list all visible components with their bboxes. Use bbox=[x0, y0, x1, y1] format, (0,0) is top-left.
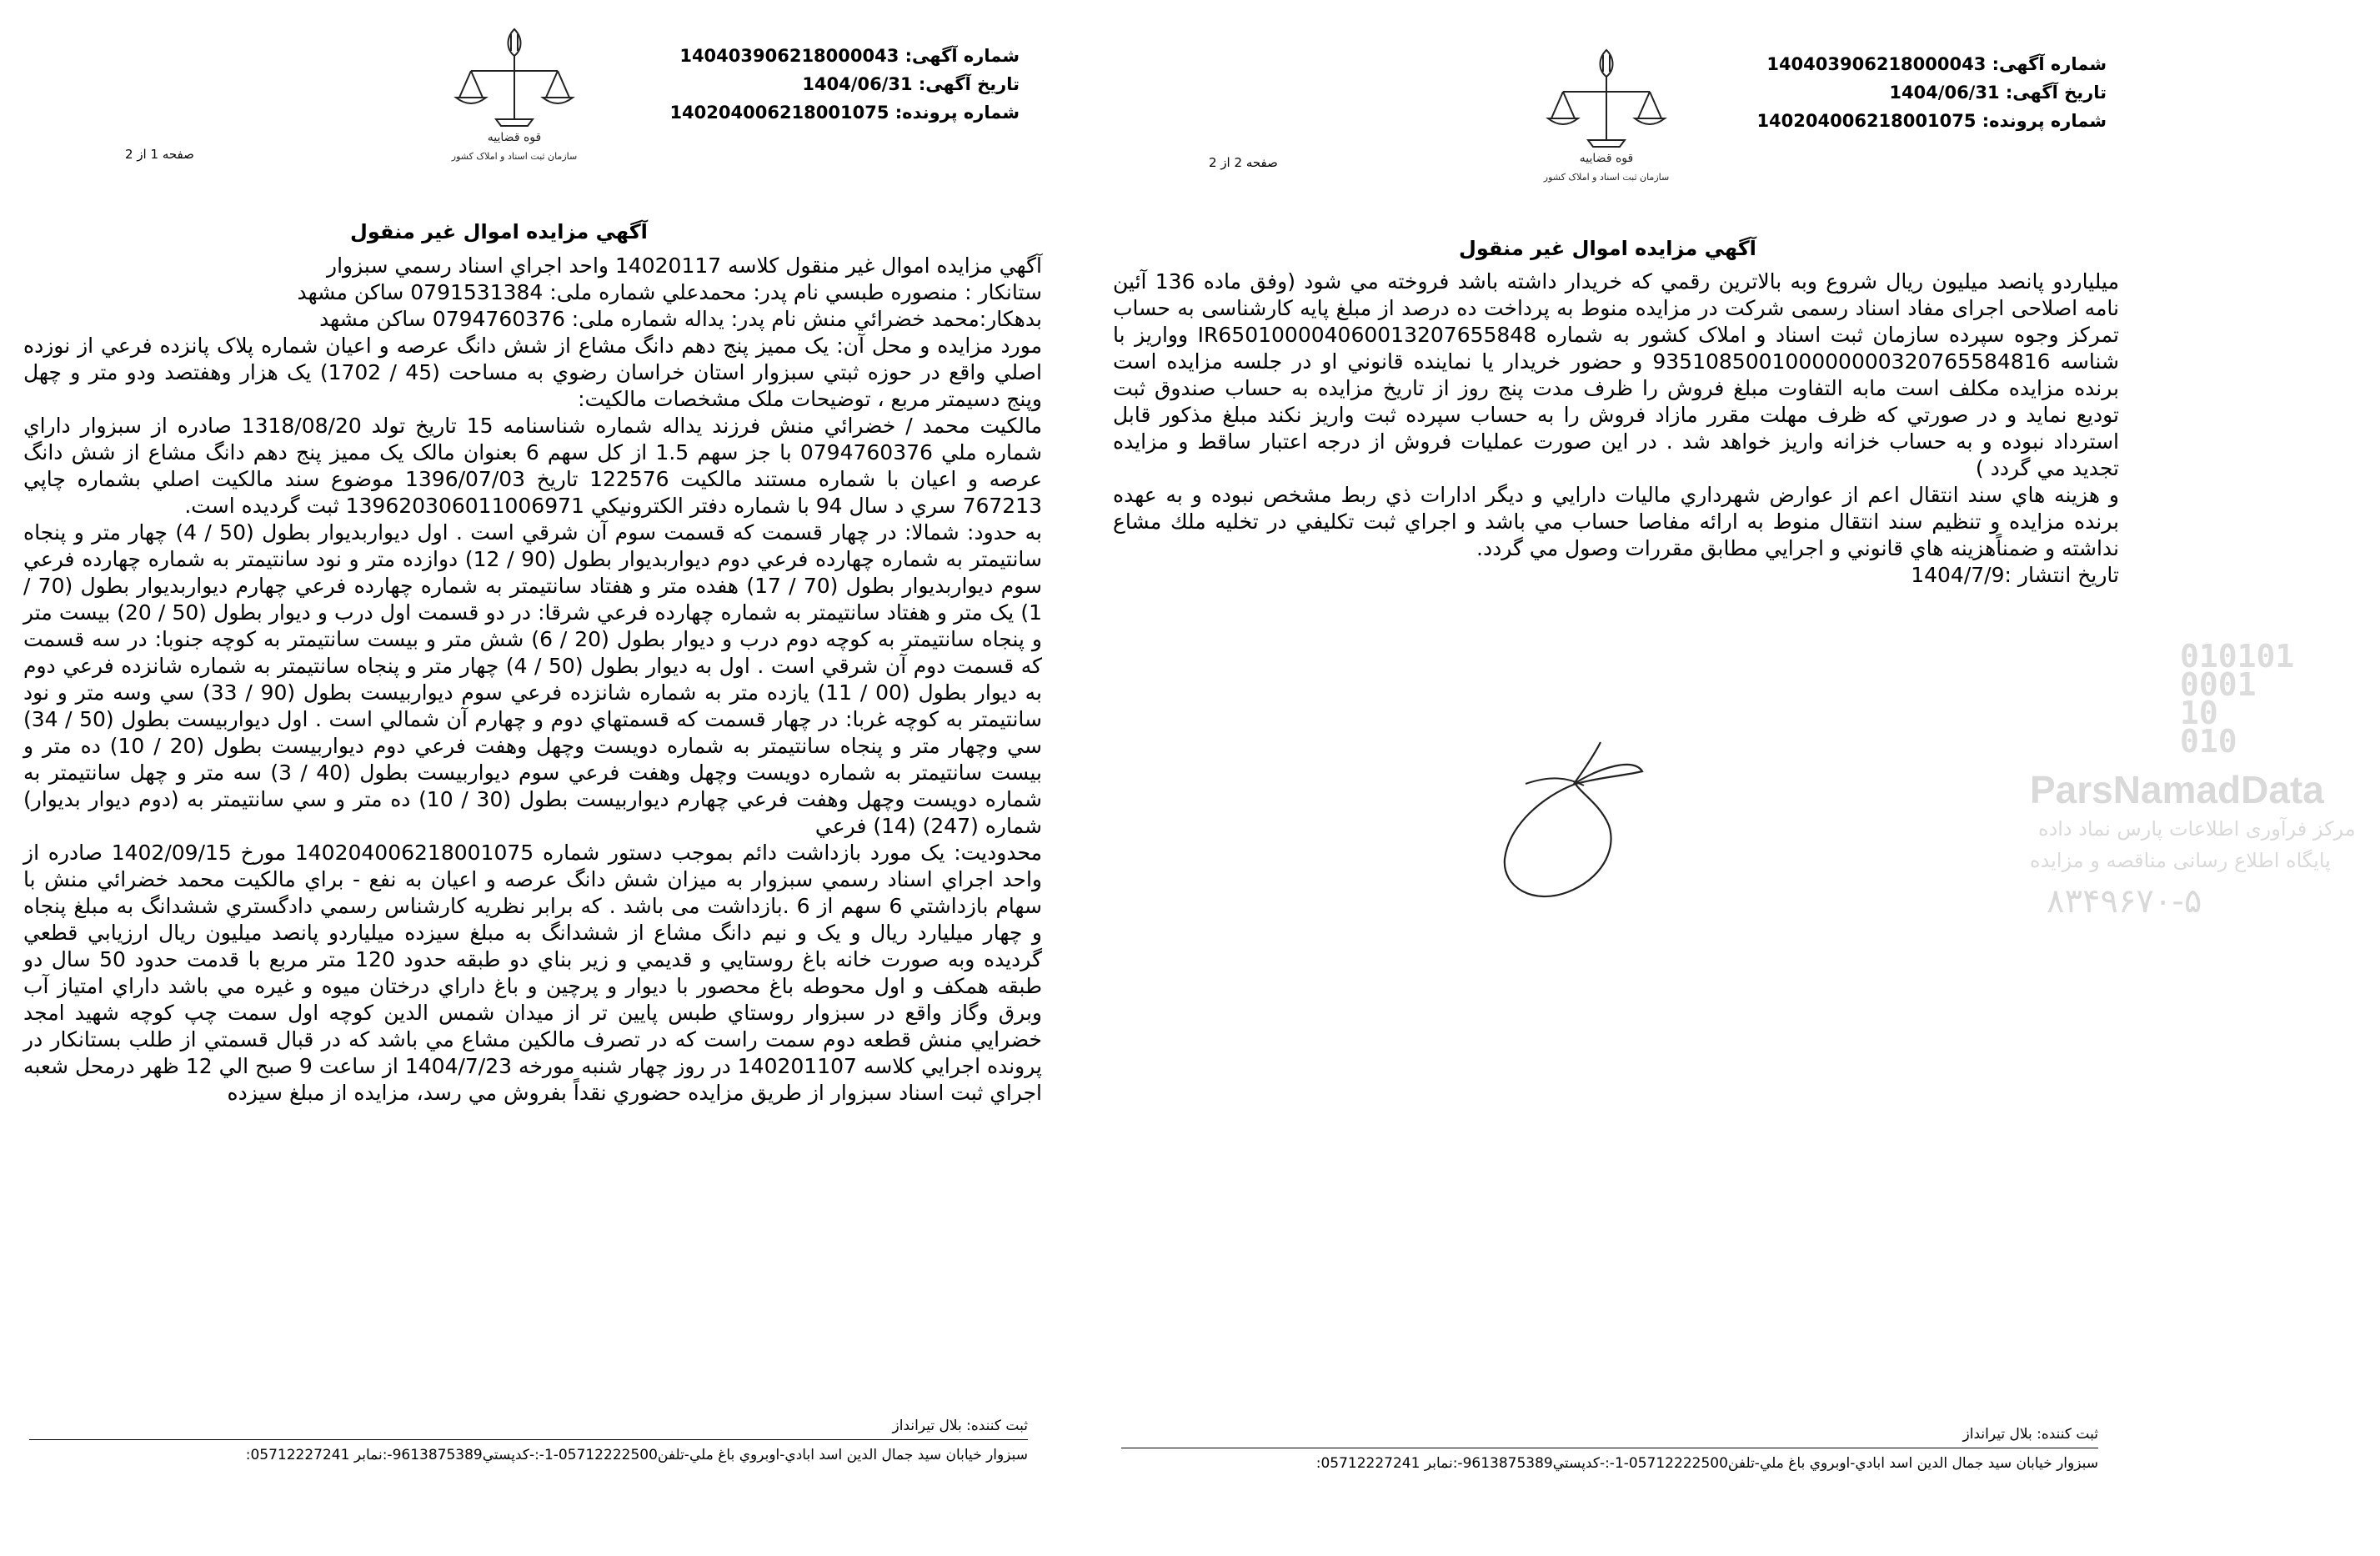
footer-divider bbox=[29, 1439, 1028, 1440]
emblem-org-name: قوه قضاییه bbox=[1579, 152, 1634, 165]
registrar: ثبت كننده: بلال تيرانداز bbox=[1962, 1426, 2098, 1443]
office-address: سبزوار خيابان سيد جمال الدين اسد ابادي-اوبروي باغ ملي-تلفن05712222500-1-:-كدپستي9613875389-:نمابر 05712227241: bbox=[245, 1447, 1028, 1463]
watermark-phone: ۸۳۴۹۶۷۰-۵ bbox=[2047, 882, 2202, 921]
page-label: صفحه 1 از 2 bbox=[125, 147, 194, 162]
page-footer bbox=[1121, 1426, 2098, 1472]
file-number: شماره پرونده: 140204006218001075 bbox=[669, 103, 1020, 123]
signature-icon bbox=[1476, 725, 1692, 917]
header-info bbox=[1756, 50, 2107, 135]
ad-number: شماره آگهی: 140403906218000043 bbox=[679, 46, 1020, 66]
watermark-brand: ParsNamadData bbox=[2030, 768, 2324, 811]
case-line: آگهي مزايده اموال غير منقول كلاسه 14020117 واحد اجراي اسناد رسمي سبزوار bbox=[327, 253, 1042, 278]
notice-body bbox=[23, 253, 1042, 1107]
creditor-line: ستانكار : منصوره طبسي نام پدر: محمدعلي شماره ملی: 0791531384 ساكن مشهد bbox=[297, 280, 1042, 304]
judiciary-emblem-icon bbox=[1538, 42, 1676, 192]
property-description: مورد مزايده و محل آن: يک مميز پنج دهم دانگ مشاع از شش دانگ عرصه و اعيان شماره پلاک پانزده فرعي از نوزده اصلي واقع در حوزه ثبتي سبزوار استان خراسان رضوي به مساحت (45 / 1702) يک هزار وهفتصد ودو متر و چهل وپنج دسيمتر مربع ، توضيحات ملک مشخصات مالكيت: bbox=[23, 334, 1042, 411]
watermark-line-1: مرکز فرآوری اطلاعات پارس نماد داده bbox=[2038, 817, 2356, 841]
page-footer bbox=[29, 1418, 1028, 1463]
publish-date: تاريخ انتشار :1404/7/9 bbox=[1911, 563, 2119, 587]
boundaries: به حدود: شمالا: در چهار قسمت كه قسمت سوم آن شرقي است . اول ديواربديوار بطول (50 / 4) چهار متر و پنجاه سانتيمتر به شماره چهارده فرعي دوم ديواربديوار بطول (90 / 12) دوازده متر و نود سانتيمتر به شماره چهارده فرعي سوم ديواربديوار بطول (70 / 17) هفده متر و هفتاد سانتيمتر به شماره چهارده فرعي چهارم ديواربديوار بطول (70 / 1) يک متر و هفتاد سانتيمتر به شماره چهارده فرعي شرقا: در دو قسمت اول درب و ديوار بطول (50 / 20) بيست متر و پنجاه سانتيمتر به كوچه دوم درب و ديوار بطول (20 / 6) شش متر و بيست سانتيمتر به كوچه جنوبا: در سه قسمت كه قسمت دوم آن شرقي است . اول به ديوار بطول (50 / 4) چهار متر و پنجاه سانتيمتر به شماره شانزده فرعي دوم به ديوار بطول (00 / 11) يازده متر به شماره شانزده فرعي سوم ديواربيست بطول (90 / 33) سي وسه متر و نود سانتيمتر به كوچه غربا: در چهار قسمت كه قسمتهاي دوم و چهارم آن شمالي است . اول ديواربيست بطول (50 / 34) سي وچهار متر و پنجاه سانتيمتر به شماره دويست وچهل وهفت فرعي دوم ديواربيست بطول (20 / 10) ده متر و بيست سانتيمتر به شماره دويست وچهل وهفت فرعي سوم ديواربيست بطول (40 / 3) سه متر و چهل سانتيمتر به شماره دويست وچهل وهفت فرعي چهارم ديواربيست بطول (30 / 10) ده متر و سي سانتيمتر به (دوم ديوار بديوار) شماره (247) (14) فرعي bbox=[23, 520, 1043, 838]
ad-number: شماره آگهی: 140403906218000043 bbox=[1766, 54, 2107, 74]
page-label: صفحه 2 از 2 bbox=[1209, 155, 1278, 170]
restrictions: محدوديت: يک مورد بازداشت دائم بموجب دستور شماره 140204006218001075 مورخ 1402/09/15 صادره از واحد اجراي اسناد رسمي سبزوار به ميزان شش دانگ عرصه و اعيان به نفع - براي مالكيت محمد خضرائي منش با سهام بازداشتي 6 سهم از 6 .بازداشت می باشد . كه برابر نظريه كارشناس رسمي دادگستري ششدانگ به مبلغ پنجاه و چهار ميليارد ريال و يک و نيم دانگ مشاع از ششدانگ به مبلغ سيزده ميلياردو پانصد ميليون ريال ارزيابي قطعي گرديده وبه صورت خانه باغ روستايي و قديمي و زير بناي دو طبقه حدود 120 متر مربع با قدمت حدود 50 سال دو طبقه همكف و اول محوطه باغ محصور با ديوار و پرچين و باغ داراي درختان ميوه و غيره مي باشد داراي امتياز آب وبرق وگاز واقع در سبزوار روستاي طبس پايين تر از ميدان شمس الدين كوچه اول سمت چپ كوچه شهيد امجد خضرايي منش قطعه دوم سمت راست كه در تصرف مالكين مشاع مي باشد كه در قبال قسمتي از طلب بستانكار در پرونده اجرايي كلاسه 140201107 در روز چهار شنبه مورخه 1404/7/23 از ساعت 9 صبح الي 12 ظهر درمحل شعبه اجراي ثبت اسناد سبزوار از طريق مزايده حضوري نقداً بفروش مي رسد، مزايده از مبلغ سيزده bbox=[23, 841, 1043, 1105]
emblem-org-name: قوه قضاییه bbox=[487, 131, 542, 144]
auction-terms: ميلياردو پانصد ميليون ريال شروع وبه بالاترين رقمي كه خريدار داشته باشد فروخته مي شود (وفق ماده 136 آئین نامه اصلاحی اجرای مفاد اسناد رسمی شرکت در مزایده منوط به پرداخت ده درصد از مبلغ پایه کارشناسی به حساب تمرکز وجوه سپرده سازمان ثبت اسناد و املاک کشور به شماره IR650100004060013207655848 وواریز با شناسه 935108500100000000320765584816 و حضور خريدار يا نماينده قانوني او در جلسه مزايده است برنده مزایده مکلف است مابه التفاوت مبلغ فروش را ظرف مدت پنج روز از تاریخ مزایده به حساب صندوق ثبت تودیع نماید و در صورتي كه ظرف مهلت مقرر مازاد فروش را به حساب سپرده ثبت واريز نكند مبلغ مذكور قابل استرداد نبوده و به حساب خزانه واريز خواهد شد . در اين صورت عمليات فروش از درجه اعتبار ساقط و مزايده تجديد مي گردد ) bbox=[1113, 269, 2120, 480]
emblem-org-sub: سازمان ثبت اسناد و املاک کشور bbox=[451, 151, 578, 162]
judiciary-emblem-icon bbox=[446, 21, 584, 171]
watermark-line-2: پایگاه اطلاع رسانی مناقصه و مزایده bbox=[2030, 849, 2331, 872]
debtor-line: بدهكار:محمد خضرائي منش نام پدر: يداله شماره ملی: 0794760376 ساكن مشهد bbox=[319, 307, 1042, 331]
transfer-costs: و هزينه هاي سند انتقال اعم از عوارض شهرداري ماليات دارايي و ديگر ادارات ذي ربط مشخص نبوده و به عهده برنده مزايده و تنظيم سند انتقال منوط به ارائه مفاصا حساب مي باشد و اجراي ثبت تكليفي در تخليه ملك مشاع نداشته و ضمناًهزينه هاي قانوني و اجرايي مطابق مقررات وصول مي گردد. bbox=[1113, 483, 2119, 560]
parsnamad-watermark bbox=[2030, 634, 2380, 934]
file-number: شماره پرونده: 140204006218001075 bbox=[1756, 111, 2107, 131]
office-address: سبزوار خيابان سيد جمال الدين اسد ابادي-اوبروي باغ ملي-تلفن05712222500-1-:-كدپستي9613875389-:نمابر 05712227241: bbox=[1315, 1455, 2098, 1472]
header-info bbox=[669, 42, 1020, 127]
notice-body bbox=[1113, 269, 2119, 589]
notice-title: آگهي مزايده اموال غير منقول bbox=[1459, 237, 1756, 260]
registrar: ثبت كننده: بلال تيرانداز bbox=[892, 1418, 1028, 1434]
emblem-org-sub: سازمان ثبت اسناد و املاک کشور bbox=[1543, 172, 1670, 183]
ad-date: تاریخ آگهی: 1404/06/31 bbox=[802, 74, 1020, 94]
watermark-binary: 010101 0001 10 010 bbox=[2180, 638, 2295, 760]
notice-title: آگهي مزايده اموال غير منقول bbox=[350, 220, 648, 243]
ownership-details: مالكيت محمد / خضرائي منش فرزند يداله شماره شناسنامه 15 تاريخ تولد 1318/08/20 صادره از سبزوار داراي شماره ملي 0794760376 با جز سهم 1.5 از كل سهم 6 بعنوان مالک يک مميز پنج دهم دانگ مشاع از شش دانگ عرصه و اعيان با شماره مستند مالكيت 122576 تاريخ 1396/07/03 موضوع سند مالكيت اصلي بشماره چاپي 767213 سري د سال 94 با شماره دفتر الكترونيكي 139620306011006971 ثبت گرديده است. bbox=[23, 414, 1042, 518]
ad-date: تاریخ آگهی: 1404/06/31 bbox=[1889, 83, 2107, 103]
notice-page-1 bbox=[0, 0, 1065, 1556]
notice-page-2 bbox=[1084, 0, 2356, 1556]
